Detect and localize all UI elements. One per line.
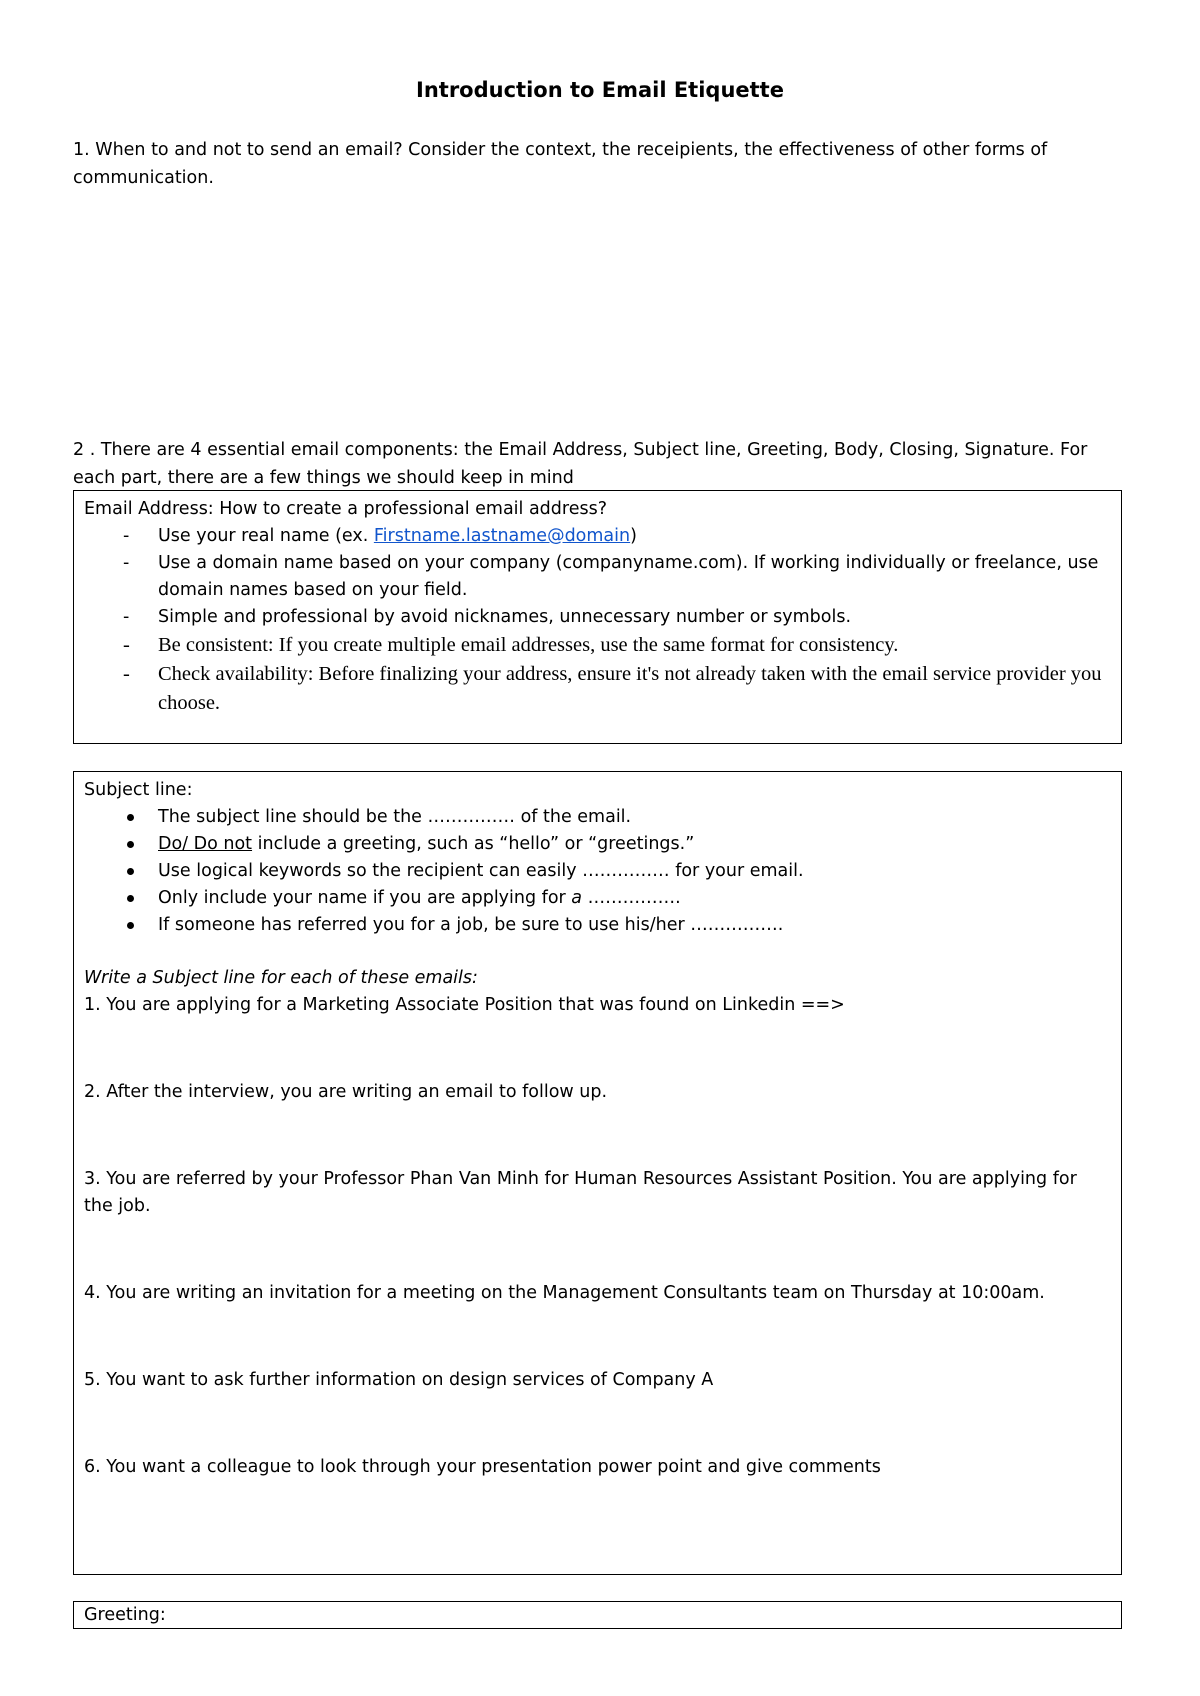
- list-item-text: …………….: [582, 888, 681, 908]
- dash-marker: -: [123, 553, 130, 573]
- bullet-marker: [127, 922, 134, 929]
- list-item: [84, 858, 1111, 885]
- exercise-4: 4. You are writing an invitation for a meeting on the Management Consultants team on Thursday at 10:00am.: [84, 1283, 1045, 1303]
- exercise-6: 6. You want a colleague to look through your presentation power point and give comments: [84, 1457, 881, 1477]
- list-item: [84, 831, 1111, 858]
- question-1: 1. When to and not to send an email? Consider the context, the receipients, the effectiveness of other forms of communication.: [73, 140, 1048, 188]
- bullet-marker: [127, 841, 134, 848]
- bullet-marker: [127, 895, 134, 902]
- exercise-2: 2. After the interview, you are writing an email to follow up.: [84, 1082, 608, 1102]
- email-address-list: [84, 523, 1111, 718]
- list-item-text: Be consistent: If you create multiple email addresses, use the same format for consistency.: [158, 634, 899, 656]
- question-2: 2 . There are 4 essential email components: the Email Address, Subject line, Greeting, Body, Closing, Signature. For each part, there are a few things we should keep in mind: [73, 440, 1088, 488]
- italic-word: a: [571, 888, 583, 908]
- list-item-text: Use your real name (ex.: [158, 526, 374, 546]
- subject-line-list: [84, 804, 1111, 939]
- list-item: [84, 912, 1111, 939]
- greeting-heading: Greeting:: [84, 1605, 166, 1625]
- list-item: [84, 604, 1111, 631]
- list-item: [84, 885, 1111, 912]
- email-example-link[interactable]: Firstname.lastname@domain: [373, 526, 631, 546]
- page-title: Introduction to Email Etiquette: [416, 78, 784, 102]
- list-item-text: Use logical keywords so the recipient can easily …………… for your email.: [158, 861, 804, 881]
- greeting-box: [73, 1601, 1122, 1629]
- underlined-choice: Do/ Do not: [158, 834, 253, 854]
- list-item-text: ): [630, 526, 637, 546]
- exercise-1: 1. You are applying for a Marketing Associate Position that was found on Linkedin ==>: [84, 995, 845, 1015]
- dash-marker: -: [123, 526, 130, 546]
- list-item-text: Use a domain name based on your company (companyname.com). If working individually or freelance, use domain names based on your field.: [158, 553, 1099, 600]
- dash-marker: -: [123, 663, 130, 685]
- list-item-text: The subject line should be the …………… of the email.: [158, 807, 632, 827]
- exercise-3: 3. You are referred by your Professor Phan Van Minh for Human Resources Assistant Position. You are applying for the job.: [84, 1169, 1077, 1216]
- bullet-marker: [127, 868, 134, 875]
- subject-line-box: [73, 771, 1122, 1575]
- subject-line-heading: Subject line:: [84, 780, 193, 800]
- list-item: [84, 550, 1111, 604]
- list-item: [84, 804, 1111, 831]
- list-item-text: If someone has referred you for a job, be sure to use his/her …………….: [158, 915, 784, 935]
- dash-marker: -: [123, 607, 130, 627]
- exercise-instructions: Write a Subject line for each of these emails:: [84, 968, 478, 988]
- list-item-text: include a greeting, such as “hello” or “greetings.”: [252, 834, 695, 854]
- list-item: [84, 660, 1111, 718]
- list-item-text: Simple and professional by avoid nicknames, unnecessary number or symbols.: [158, 607, 852, 627]
- list-item-text: Check availability: Before finalizing your address, ensure it's not already taken with the email service provider you choose.: [158, 663, 1102, 714]
- email-address-heading: Email Address: How to create a professional email address?: [84, 499, 608, 519]
- list-item-text: Only include your name if you are applying for: [158, 888, 572, 908]
- dash-marker: -: [123, 634, 130, 656]
- list-item: [84, 523, 1111, 550]
- list-item: [84, 631, 1111, 660]
- email-address-box: [73, 490, 1122, 744]
- exercise-5: 5. You want to ask further information on design services of Company A: [84, 1370, 714, 1390]
- bullet-marker: [127, 814, 134, 821]
